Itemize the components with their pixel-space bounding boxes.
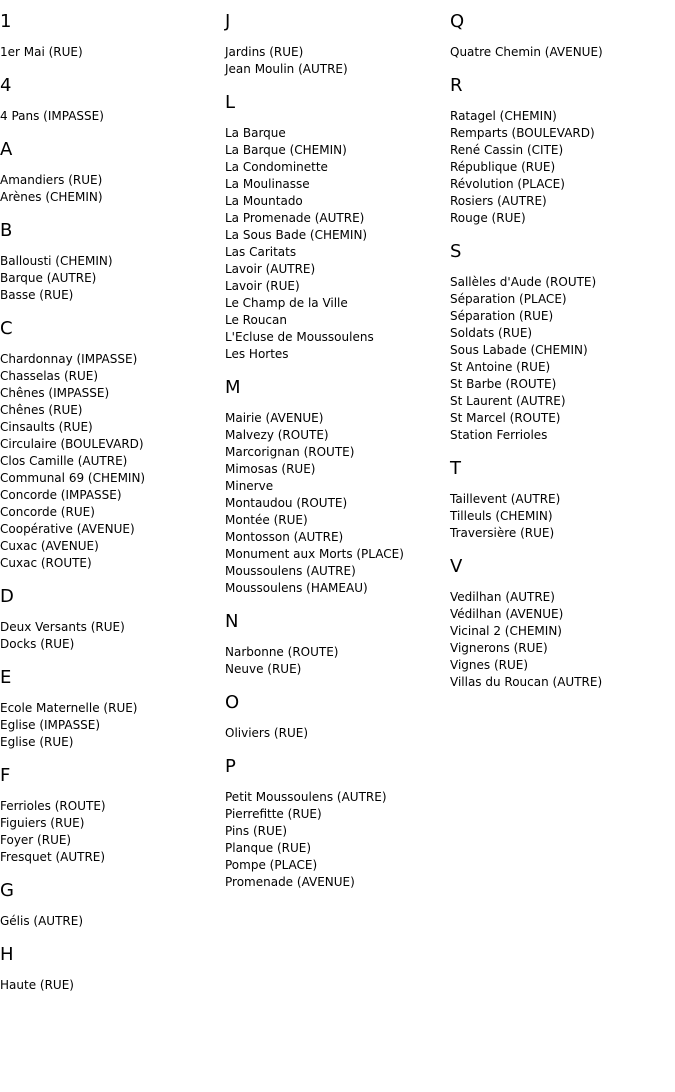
street-link[interactable]: Amandiers (RUE) <box>0 173 103 187</box>
street-list <box>450 589 675 691</box>
street-link[interactable]: Malvezy (ROUTE) <box>225 428 329 442</box>
street-link[interactable]: Gélis (AUTRE) <box>0 914 84 928</box>
section-letter-heading: T <box>450 458 461 479</box>
street-list <box>0 351 225 572</box>
street-link[interactable]: La Sous Bade (CHEMIN) <box>225 228 368 242</box>
letter-section <box>450 74 675 227</box>
letter-section <box>225 691 450 742</box>
street-link[interactable]: Séparation (RUE) <box>450 309 554 323</box>
street-list <box>0 253 225 304</box>
street-link[interactable]: Traversière (RUE) <box>450 526 555 540</box>
street-link[interactable]: Quatre Chemin (AVENUE) <box>450 45 603 59</box>
street-link[interactable]: Védilhan (AVENUE) <box>450 607 564 621</box>
street-link[interactable]: Le Champ de la Ville <box>225 296 348 310</box>
letter-section <box>0 219 225 304</box>
index-column <box>225 10 450 904</box>
street-link[interactable]: Petit Moussoulens (AUTRE) <box>225 790 387 804</box>
street-list <box>450 108 675 227</box>
street-link[interactable]: Cuxac (ROUTE) <box>0 556 92 570</box>
letter-section <box>225 91 450 363</box>
letter-section <box>0 10 225 61</box>
street-list <box>450 274 675 444</box>
section-letter-heading: O <box>225 692 240 713</box>
street-link[interactable]: Eglise (RUE) <box>0 735 74 749</box>
section-letter-heading: V <box>450 556 463 577</box>
section-letter-heading: L <box>225 92 236 113</box>
street-link[interactable]: Rouge (RUE) <box>450 211 526 225</box>
section-letter-heading: A <box>0 139 13 160</box>
letter-section <box>225 376 450 597</box>
street-link[interactable]: Rosiers (AUTRE) <box>450 194 547 208</box>
street-link[interactable]: Vignerons (RUE) <box>450 641 548 655</box>
street-link[interactable]: Figuiers (RUE) <box>0 816 85 830</box>
street-link[interactable]: Deux Versants (RUE) <box>0 620 125 634</box>
street-list <box>0 700 225 751</box>
street-link[interactable]: Vignes (RUE) <box>450 658 529 672</box>
street-link[interactable]: Barque (AUTRE) <box>0 271 97 285</box>
street-link[interactable]: Eglise (IMPASSE) <box>0 718 101 732</box>
street-link[interactable]: Révolution (PLACE) <box>450 177 565 191</box>
section-letter-heading: F <box>0 765 11 786</box>
section-letter-heading: Q <box>450 11 465 32</box>
street-link[interactable]: La Mountado <box>225 194 303 208</box>
street-link[interactable]: Le Roucan <box>225 313 287 327</box>
street-link[interactable]: Vicinal 2 (CHEMIN) <box>450 624 562 638</box>
street-link[interactable]: René Cassin (CITE) <box>450 143 564 157</box>
section-letter-heading: 4 <box>0 75 12 96</box>
street-link[interactable]: L'Ecluse de Moussoulens <box>225 330 374 344</box>
street-link[interactable]: La Moulinasse <box>225 177 310 191</box>
section-letter-heading: G <box>0 880 14 901</box>
street-list <box>225 410 450 597</box>
letter-section <box>225 755 450 891</box>
letter-section <box>0 138 225 206</box>
street-link[interactable]: Ratagel (CHEMIN) <box>450 109 557 123</box>
section-letter-heading: E <box>0 667 12 688</box>
street-list <box>0 913 225 930</box>
street-link[interactable]: Ecole Maternelle (RUE) <box>0 701 138 715</box>
letter-section <box>0 764 225 866</box>
street-link[interactable]: Montaudou (ROUTE) <box>225 496 348 510</box>
street-link[interactable]: Minerve <box>225 479 274 493</box>
street-link[interactable]: Communal 69 (CHEMIN) <box>0 471 146 485</box>
street-list <box>225 644 450 678</box>
street-link[interactable]: St Antoine (RUE) <box>450 360 551 374</box>
street-link[interactable]: Lavoir (RUE) <box>225 279 300 293</box>
letter-section <box>450 457 675 542</box>
street-link[interactable]: Foyer (RUE) <box>0 833 72 847</box>
street-link[interactable]: Jean Moulin (AUTRE) <box>225 62 348 76</box>
street-list <box>0 108 225 125</box>
street-link[interactable]: Basse (RUE) <box>0 288 74 302</box>
letter-section <box>0 585 225 653</box>
section-letter-heading: J <box>225 11 231 32</box>
section-letter-heading: P <box>225 756 236 777</box>
street-link[interactable]: St Marcel (ROUTE) <box>450 411 561 425</box>
street-link[interactable]: Moussoulens (HAMEAU) <box>225 581 368 595</box>
street-link[interactable]: Haute (RUE) <box>0 978 74 992</box>
street-link[interactable]: Concorde (IMPASSE) <box>0 488 122 502</box>
letter-section <box>0 666 225 751</box>
index-column <box>0 10 225 1007</box>
section-letter-heading: C <box>0 318 13 339</box>
street-link[interactable]: Moussoulens (AUTRE) <box>225 564 356 578</box>
street-link[interactable]: Narbonne (ROUTE) <box>225 645 339 659</box>
street-link[interactable]: 1er Mai (RUE) <box>0 45 83 59</box>
street-link[interactable]: Mimosas (RUE) <box>225 462 316 476</box>
letter-section <box>450 10 675 61</box>
street-link[interactable]: La Barque <box>225 126 286 140</box>
street-link[interactable]: République (RUE) <box>450 160 556 174</box>
street-link[interactable]: Las Caritats <box>225 245 297 259</box>
street-link[interactable]: Chardonnay (IMPASSE) <box>0 352 138 366</box>
letter-section <box>0 74 225 125</box>
section-letter-heading: S <box>450 241 462 262</box>
letter-section <box>450 240 675 444</box>
street-link[interactable]: Cinsaults (RUE) <box>0 420 93 434</box>
street-link[interactable]: Circulaire (BOULEVARD) <box>0 437 144 451</box>
street-link[interactable]: Neuve (RUE) <box>225 662 302 676</box>
letter-section <box>0 879 225 930</box>
letter-section <box>225 10 450 78</box>
street-link[interactable]: Cuxac (AVENUE) <box>0 539 99 553</box>
street-link[interactable]: Mairie (AVENUE) <box>225 411 324 425</box>
street-list <box>225 725 450 742</box>
street-link[interactable]: Chênes (RUE) <box>0 403 83 417</box>
section-letter-heading: N <box>225 611 239 632</box>
street-list <box>450 491 675 542</box>
street-list <box>0 44 225 61</box>
street-link[interactable]: La Promenade (AUTRE) <box>225 211 365 225</box>
street-link[interactable]: Montosson (AUTRE) <box>225 530 344 544</box>
street-link[interactable]: Vedilhan (AUTRE) <box>450 590 555 604</box>
street-link[interactable]: Concorde (RUE) <box>0 505 95 519</box>
street-link[interactable]: Station Ferrioles <box>450 428 548 442</box>
street-link[interactable]: Lavoir (AUTRE) <box>225 262 316 276</box>
street-list <box>225 125 450 363</box>
street-link[interactable]: Séparation (PLACE) <box>450 292 567 306</box>
street-link[interactable]: Planque (RUE) <box>225 841 312 855</box>
street-link[interactable]: Chênes (IMPASSE) <box>0 386 110 400</box>
street-link[interactable]: Monument aux Morts (PLACE) <box>225 547 404 561</box>
street-list <box>225 44 450 78</box>
index-column <box>450 10 675 704</box>
section-letter-heading: H <box>0 944 14 965</box>
letter-section <box>450 555 675 691</box>
street-link[interactable]: St Barbe (ROUTE) <box>450 377 557 391</box>
street-link[interactable]: Chasselas (RUE) <box>0 369 99 383</box>
street-link[interactable]: St Laurent (AUTRE) <box>450 394 566 408</box>
street-link[interactable]: Pompe (PLACE) <box>225 858 318 872</box>
section-letter-heading: M <box>225 377 241 398</box>
street-link[interactable]: Oliviers (RUE) <box>225 726 308 740</box>
street-list <box>0 977 225 994</box>
street-link[interactable]: Les Hortes <box>225 347 289 361</box>
street-link[interactable]: Remparts (BOULEVARD) <box>450 126 595 140</box>
street-link[interactable]: La Condominette <box>225 160 328 174</box>
street-link[interactable]: Coopérative (AVENUE) <box>0 522 135 536</box>
street-link[interactable]: Sous Labade (CHEMIN) <box>450 343 588 357</box>
street-link[interactable]: Taillevent (AUTRE) <box>450 492 561 506</box>
street-list <box>225 789 450 891</box>
street-link[interactable]: Ferrioles (ROUTE) <box>0 799 106 813</box>
street-link[interactable]: Jardins (RUE) <box>225 45 304 59</box>
street-list <box>450 44 675 61</box>
letter-section <box>0 317 225 572</box>
street-list <box>0 798 225 866</box>
street-link[interactable]: Fresquet (AUTRE) <box>0 850 106 864</box>
street-link[interactable]: La Barque (CHEMIN) <box>225 143 347 157</box>
section-letter-heading: R <box>450 75 463 96</box>
street-link[interactable]: Arènes (CHEMIN) <box>0 190 103 204</box>
street-link[interactable]: Ballousti (CHEMIN) <box>0 254 113 268</box>
section-letter-heading: B <box>0 220 13 241</box>
street-link[interactable]: Promenade (AVENUE) <box>225 875 355 889</box>
street-link[interactable]: Docks (RUE) <box>0 637 75 651</box>
section-letter-heading: D <box>0 586 14 607</box>
letter-section <box>0 943 225 994</box>
street-link[interactable]: Tilleuls (CHEMIN) <box>450 509 553 523</box>
street-link[interactable]: Pierrefitte (RUE) <box>225 807 322 821</box>
letter-section <box>225 610 450 678</box>
street-list <box>0 619 225 653</box>
street-link[interactable]: Soldats (RUE) <box>450 326 533 340</box>
street-list <box>0 172 225 206</box>
street-link[interactable]: Pins (RUE) <box>225 824 288 838</box>
section-letter-heading: 1 <box>0 11 12 32</box>
street-link[interactable]: Villas du Roucan (AUTRE) <box>450 675 603 689</box>
street-link[interactable]: Clos Camille (AUTRE) <box>0 454 128 468</box>
street-link[interactable]: Montée (RUE) <box>225 513 308 527</box>
street-link[interactable]: Marcorignan (ROUTE) <box>225 445 355 459</box>
street-link[interactable]: Sallèles d'Aude (ROUTE) <box>450 275 597 289</box>
street-link[interactable]: 4 Pans (IMPASSE) <box>0 109 104 123</box>
